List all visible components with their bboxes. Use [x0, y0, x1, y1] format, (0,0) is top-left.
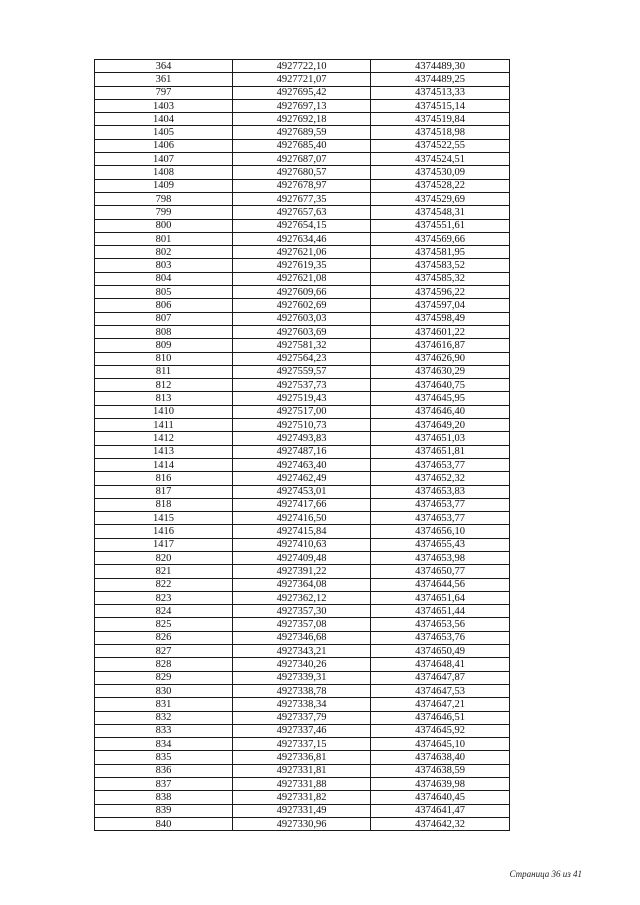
point-number-cell: 812 — [95, 379, 233, 392]
point-number-cell: 1405 — [95, 126, 233, 139]
y-coordinate-cell: 4374638,40 — [371, 751, 510, 764]
y-coordinate-cell: 4374583,52 — [371, 259, 510, 272]
x-coordinate-cell: 4927337,15 — [233, 738, 371, 751]
y-coordinate-cell: 4374650,49 — [371, 645, 510, 658]
x-coordinate-cell: 4927687,07 — [233, 153, 371, 166]
y-coordinate-cell: 4374641,47 — [371, 804, 510, 817]
point-number-cell: 830 — [95, 684, 233, 697]
y-coordinate-cell: 4374651,44 — [371, 605, 510, 618]
x-coordinate-cell: 4927634,46 — [233, 232, 371, 245]
x-coordinate-cell: 4927689,59 — [233, 126, 371, 139]
point-number-cell: 808 — [95, 325, 233, 338]
y-coordinate-cell: 4374640,45 — [371, 791, 510, 804]
x-coordinate-cell: 4927337,79 — [233, 711, 371, 724]
table-row — [95, 751, 510, 764]
table-row — [95, 698, 510, 711]
point-number-cell: 832 — [95, 711, 233, 724]
y-coordinate-cell: 4374548,31 — [371, 206, 510, 219]
x-coordinate-cell: 4927519,43 — [233, 392, 371, 405]
y-coordinate-cell: 4374653,77 — [371, 458, 510, 471]
y-coordinate-cell: 4374519,84 — [371, 113, 510, 126]
table-row — [95, 232, 510, 245]
x-coordinate-cell: 4927357,08 — [233, 618, 371, 631]
table-row — [95, 339, 510, 352]
x-coordinate-cell: 4927453,01 — [233, 485, 371, 498]
x-coordinate-cell: 4927339,31 — [233, 671, 371, 684]
y-coordinate-cell: 4374653,56 — [371, 618, 510, 631]
x-coordinate-cell: 4927346,68 — [233, 631, 371, 644]
x-coordinate-cell: 4927621,06 — [233, 246, 371, 259]
table-row — [95, 804, 510, 817]
y-coordinate-cell: 4374489,25 — [371, 73, 510, 86]
table-row — [95, 658, 510, 671]
table-row — [95, 299, 510, 312]
y-coordinate-cell: 4374648,41 — [371, 658, 510, 671]
table-row — [95, 86, 510, 99]
point-number-cell: 1410 — [95, 405, 233, 418]
x-coordinate-cell: 4927462,49 — [233, 472, 371, 485]
y-coordinate-cell: 4374639,98 — [371, 778, 510, 791]
point-number-cell: 833 — [95, 724, 233, 737]
y-coordinate-cell: 4374626,90 — [371, 352, 510, 365]
x-coordinate-cell: 4927621,08 — [233, 272, 371, 285]
y-coordinate-cell: 4374653,83 — [371, 485, 510, 498]
table-row — [95, 379, 510, 392]
x-coordinate-cell: 4927415,84 — [233, 525, 371, 538]
y-coordinate-cell: 4374645,10 — [371, 738, 510, 751]
point-number-cell: 1409 — [95, 179, 233, 192]
y-coordinate-cell: 4374647,21 — [371, 698, 510, 711]
y-coordinate-cell: 4374630,29 — [371, 365, 510, 378]
x-coordinate-cell: 4927391,22 — [233, 565, 371, 578]
x-coordinate-cell: 4927463,40 — [233, 458, 371, 471]
point-number-cell: 829 — [95, 671, 233, 684]
page-number: Страница 36 из 41 — [509, 869, 582, 879]
coordinates-table — [94, 59, 510, 831]
point-number-cell: 797 — [95, 86, 233, 99]
table-row — [95, 139, 510, 152]
x-coordinate-cell: 4927692,18 — [233, 113, 371, 126]
x-coordinate-cell: 4927657,63 — [233, 206, 371, 219]
y-coordinate-cell: 4374530,09 — [371, 166, 510, 179]
table-row — [95, 365, 510, 378]
y-coordinate-cell: 4374645,95 — [371, 392, 510, 405]
x-coordinate-cell: 4927336,81 — [233, 751, 371, 764]
y-coordinate-cell: 4374653,76 — [371, 631, 510, 644]
x-coordinate-cell: 4927654,15 — [233, 219, 371, 232]
point-number-cell: 1406 — [95, 139, 233, 152]
table-row — [95, 485, 510, 498]
point-number-cell: 831 — [95, 698, 233, 711]
x-coordinate-cell: 4927364,08 — [233, 578, 371, 591]
y-coordinate-cell: 4374652,32 — [371, 472, 510, 485]
point-number-cell: 364 — [95, 60, 233, 73]
x-coordinate-cell: 4927409,48 — [233, 551, 371, 564]
y-coordinate-cell: 4374651,81 — [371, 445, 510, 458]
point-number-cell: 826 — [95, 631, 233, 644]
table-row — [95, 525, 510, 538]
table-row — [95, 671, 510, 684]
x-coordinate-cell: 4927678,97 — [233, 179, 371, 192]
table-row — [95, 166, 510, 179]
table-row — [95, 711, 510, 724]
point-number-cell: 827 — [95, 645, 233, 658]
y-coordinate-cell: 4374518,98 — [371, 126, 510, 139]
table-row — [95, 605, 510, 618]
table-row — [95, 246, 510, 259]
x-coordinate-cell: 4927564,23 — [233, 352, 371, 365]
table-row — [95, 126, 510, 139]
x-coordinate-cell: 4927721,07 — [233, 73, 371, 86]
table-row — [95, 206, 510, 219]
point-number-cell: 1407 — [95, 153, 233, 166]
x-coordinate-cell: 4927410,63 — [233, 538, 371, 551]
point-number-cell: 361 — [95, 73, 233, 86]
x-coordinate-cell: 4927337,46 — [233, 724, 371, 737]
x-coordinate-cell: 4927685,40 — [233, 139, 371, 152]
point-number-cell: 1417 — [95, 538, 233, 551]
y-coordinate-cell: 4374528,22 — [371, 179, 510, 192]
y-coordinate-cell: 4374569,66 — [371, 232, 510, 245]
point-number-cell: 805 — [95, 286, 233, 299]
table-row — [95, 405, 510, 418]
y-coordinate-cell: 4374596,22 — [371, 286, 510, 299]
x-coordinate-cell: 4927510,73 — [233, 419, 371, 432]
table-row — [95, 538, 510, 551]
point-number-cell: 1413 — [95, 445, 233, 458]
point-number-cell: 807 — [95, 312, 233, 325]
table-row — [95, 498, 510, 511]
x-coordinate-cell: 4927330,96 — [233, 817, 371, 830]
table-row — [95, 738, 510, 751]
y-coordinate-cell: 4374656,10 — [371, 525, 510, 538]
y-coordinate-cell: 4374653,98 — [371, 551, 510, 564]
x-coordinate-cell: 4927331,88 — [233, 778, 371, 791]
table-row — [95, 631, 510, 644]
table-row — [95, 272, 510, 285]
y-coordinate-cell: 4374581,95 — [371, 246, 510, 259]
y-coordinate-cell: 4374651,64 — [371, 591, 510, 604]
table-row — [95, 73, 510, 86]
table-row — [95, 325, 510, 338]
point-number-cell: 817 — [95, 485, 233, 498]
table-row — [95, 259, 510, 272]
point-number-cell: 803 — [95, 259, 233, 272]
y-coordinate-cell: 4374642,32 — [371, 817, 510, 830]
y-coordinate-cell: 4374529,69 — [371, 192, 510, 205]
x-coordinate-cell: 4927695,42 — [233, 86, 371, 99]
point-number-cell: 799 — [95, 206, 233, 219]
y-coordinate-cell: 4374647,53 — [371, 684, 510, 697]
table-row — [95, 472, 510, 485]
point-number-cell: 837 — [95, 778, 233, 791]
table-row — [95, 645, 510, 658]
point-number-cell: 1415 — [95, 512, 233, 525]
y-coordinate-cell: 4374646,40 — [371, 405, 510, 418]
table-row — [95, 591, 510, 604]
point-number-cell: 804 — [95, 272, 233, 285]
x-coordinate-cell: 4927537,73 — [233, 379, 371, 392]
table-row — [95, 778, 510, 791]
x-coordinate-cell: 4927343,21 — [233, 645, 371, 658]
y-coordinate-cell: 4374653,77 — [371, 512, 510, 525]
table-row — [95, 286, 510, 299]
point-number-cell: 834 — [95, 738, 233, 751]
x-coordinate-cell: 4927331,81 — [233, 764, 371, 777]
x-coordinate-cell: 4927559,57 — [233, 365, 371, 378]
y-coordinate-cell: 4374650,77 — [371, 565, 510, 578]
point-number-cell: 810 — [95, 352, 233, 365]
point-number-cell: 811 — [95, 365, 233, 378]
y-coordinate-cell: 4374647,87 — [371, 671, 510, 684]
y-coordinate-cell: 4374653,77 — [371, 498, 510, 511]
point-number-cell: 835 — [95, 751, 233, 764]
y-coordinate-cell: 4374649,20 — [371, 419, 510, 432]
x-coordinate-cell: 4927619,35 — [233, 259, 371, 272]
table-row — [95, 392, 510, 405]
table-row — [95, 352, 510, 365]
y-coordinate-cell: 4374513,33 — [371, 86, 510, 99]
table-row — [95, 192, 510, 205]
point-number-cell: 816 — [95, 472, 233, 485]
x-coordinate-cell: 4927340,26 — [233, 658, 371, 671]
table-row — [95, 432, 510, 445]
x-coordinate-cell: 4927338,78 — [233, 684, 371, 697]
x-coordinate-cell: 4927697,13 — [233, 99, 371, 112]
point-number-cell: 1411 — [95, 419, 233, 432]
table-row — [95, 724, 510, 737]
x-coordinate-cell: 4927493,83 — [233, 432, 371, 445]
y-coordinate-cell: 4374522,55 — [371, 139, 510, 152]
point-number-cell: 836 — [95, 764, 233, 777]
x-coordinate-cell: 4927722,10 — [233, 60, 371, 73]
y-coordinate-cell: 4374551,61 — [371, 219, 510, 232]
x-coordinate-cell: 4927581,32 — [233, 339, 371, 352]
y-coordinate-cell: 4374644,56 — [371, 578, 510, 591]
table-row — [95, 113, 510, 126]
table-row — [95, 60, 510, 73]
x-coordinate-cell: 4927603,03 — [233, 312, 371, 325]
point-number-cell: 838 — [95, 791, 233, 804]
table-row — [95, 551, 510, 564]
table-row — [95, 445, 510, 458]
coordinates-table-body — [95, 60, 510, 831]
x-coordinate-cell: 4927487,16 — [233, 445, 371, 458]
point-number-cell: 818 — [95, 498, 233, 511]
point-number-cell: 1408 — [95, 166, 233, 179]
y-coordinate-cell: 4374585,32 — [371, 272, 510, 285]
point-number-cell: 806 — [95, 299, 233, 312]
x-coordinate-cell: 4927417,66 — [233, 498, 371, 511]
point-number-cell: 800 — [95, 219, 233, 232]
y-coordinate-cell: 4374601,22 — [371, 325, 510, 338]
point-number-cell: 820 — [95, 551, 233, 564]
point-number-cell: 839 — [95, 804, 233, 817]
point-number-cell: 1403 — [95, 99, 233, 112]
y-coordinate-cell: 4374515,14 — [371, 99, 510, 112]
point-number-cell: 809 — [95, 339, 233, 352]
y-coordinate-cell: 4374638,59 — [371, 764, 510, 777]
x-coordinate-cell: 4927603,69 — [233, 325, 371, 338]
table-row — [95, 99, 510, 112]
point-number-cell: 825 — [95, 618, 233, 631]
x-coordinate-cell: 4927609,66 — [233, 286, 371, 299]
x-coordinate-cell: 4927331,49 — [233, 804, 371, 817]
point-number-cell: 798 — [95, 192, 233, 205]
x-coordinate-cell: 4927416,50 — [233, 512, 371, 525]
y-coordinate-cell: 4374524,51 — [371, 153, 510, 166]
point-number-cell: 821 — [95, 565, 233, 578]
table-row — [95, 512, 510, 525]
point-number-cell: 823 — [95, 591, 233, 604]
y-coordinate-cell: 4374655,43 — [371, 538, 510, 551]
table-row — [95, 618, 510, 631]
y-coordinate-cell: 4374597,04 — [371, 299, 510, 312]
point-number-cell: 840 — [95, 817, 233, 830]
point-number-cell: 1416 — [95, 525, 233, 538]
x-coordinate-cell: 4927338,34 — [233, 698, 371, 711]
point-number-cell: 813 — [95, 392, 233, 405]
table-row — [95, 684, 510, 697]
table-row — [95, 578, 510, 591]
y-coordinate-cell: 4374489,30 — [371, 60, 510, 73]
y-coordinate-cell: 4374651,03 — [371, 432, 510, 445]
x-coordinate-cell: 4927677,35 — [233, 192, 371, 205]
point-number-cell: 828 — [95, 658, 233, 671]
x-coordinate-cell: 4927680,57 — [233, 166, 371, 179]
x-coordinate-cell: 4927331,82 — [233, 791, 371, 804]
x-coordinate-cell: 4927357,30 — [233, 605, 371, 618]
table-row — [95, 312, 510, 325]
point-number-cell: 1414 — [95, 458, 233, 471]
y-coordinate-cell: 4374645,92 — [371, 724, 510, 737]
table-row — [95, 817, 510, 830]
table-row — [95, 419, 510, 432]
point-number-cell: 822 — [95, 578, 233, 591]
y-coordinate-cell: 4374640,75 — [371, 379, 510, 392]
point-number-cell: 824 — [95, 605, 233, 618]
table-row — [95, 219, 510, 232]
y-coordinate-cell: 4374598,49 — [371, 312, 510, 325]
point-number-cell: 801 — [95, 232, 233, 245]
point-number-cell: 802 — [95, 246, 233, 259]
y-coordinate-cell: 4374616,87 — [371, 339, 510, 352]
table-row — [95, 565, 510, 578]
point-number-cell: 1404 — [95, 113, 233, 126]
table-row — [95, 179, 510, 192]
y-coordinate-cell: 4374646,51 — [371, 711, 510, 724]
x-coordinate-cell: 4927517,00 — [233, 405, 371, 418]
table-row — [95, 153, 510, 166]
table-row — [95, 764, 510, 777]
x-coordinate-cell: 4927362,12 — [233, 591, 371, 604]
point-number-cell: 1412 — [95, 432, 233, 445]
table-row — [95, 791, 510, 804]
table-row — [95, 458, 510, 471]
x-coordinate-cell: 4927602,69 — [233, 299, 371, 312]
